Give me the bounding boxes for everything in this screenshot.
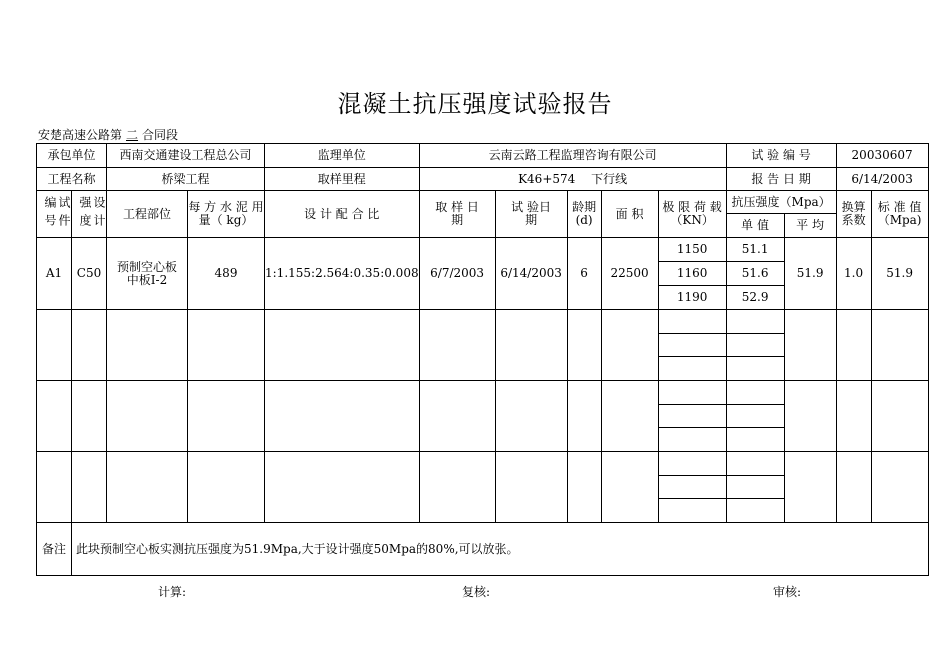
design-strength-text: 设计强度 bbox=[78, 196, 106, 232]
header-age: 龄期 (d) bbox=[567, 191, 601, 238]
mileage-label: 取样里程 bbox=[265, 168, 420, 191]
cell-mix: 1:1.155:2.564:0.35:0.008 bbox=[265, 238, 420, 310]
header-design-strength bbox=[72, 191, 107, 238]
header-part: 工程部位 bbox=[107, 191, 188, 238]
header-std: 标 准 值 （Mpa) bbox=[871, 191, 928, 238]
calc-signature: 计算: bbox=[158, 585, 187, 599]
header-factor: 换算系数 bbox=[836, 191, 871, 238]
table-row bbox=[37, 238, 929, 262]
section-suffix: 合同段 bbox=[142, 128, 179, 142]
header-avg: 平 均 bbox=[784, 214, 836, 238]
cell-load: 1150 bbox=[658, 238, 726, 262]
header-load: 极 限 荷 载（KN） bbox=[658, 191, 726, 238]
cell-cement: 489 bbox=[188, 238, 265, 310]
cell-part: 预制空心板中板Ⅰ-2 bbox=[107, 238, 188, 310]
report-table bbox=[36, 143, 929, 576]
header-specimen-no bbox=[37, 191, 72, 238]
project-value: 桥梁工程 bbox=[107, 168, 265, 191]
cell-load: 1190 bbox=[658, 286, 726, 310]
audit-signature: 审核: bbox=[773, 585, 802, 599]
cell-age: 6 bbox=[567, 238, 601, 310]
supervisor-label: 监理单位 bbox=[265, 144, 420, 168]
header-area: 面 积 bbox=[601, 191, 658, 238]
header-cement: 每 方 水 泥 用 量（ kg） bbox=[188, 191, 265, 238]
supervisor-value: 云南云路工程监理咨询有限公司 bbox=[419, 144, 726, 168]
test-no-value: 20030607 bbox=[836, 144, 928, 168]
header-strength: 抗压强度（Mpa） bbox=[726, 191, 836, 214]
cell-area: 22500 bbox=[601, 238, 658, 310]
remark-label: 备注 bbox=[37, 523, 72, 576]
cell-sample-date: 6/7/2003 bbox=[419, 238, 495, 310]
report-date-label: 报 告 日 期 bbox=[726, 168, 836, 191]
empty-row bbox=[37, 310, 929, 334]
cell-single: 52.9 bbox=[726, 286, 784, 310]
cell-no: A1 bbox=[37, 238, 72, 310]
report-title: 混凝土抗压强度试验报告 bbox=[337, 90, 613, 118]
test-no-label: 试 验 编 号 bbox=[726, 144, 836, 168]
empty-row bbox=[37, 452, 929, 476]
cell-factor: 1.0 bbox=[836, 238, 871, 310]
contract-section bbox=[38, 126, 178, 143]
project-label: 工程名称 bbox=[37, 168, 107, 191]
header-single: 单 值 bbox=[726, 214, 784, 238]
cell-test-date: 6/14/2003 bbox=[495, 238, 567, 310]
header-mix: 设 计 配 合 比 bbox=[265, 191, 420, 238]
cell-single: 51.6 bbox=[726, 262, 784, 286]
section-prefix: 安楚高速公路第 bbox=[38, 128, 123, 142]
empty-row bbox=[37, 381, 929, 405]
contractor-value: 西南交通建设工程总公司 bbox=[107, 144, 265, 168]
contractor-label: 承包单位 bbox=[37, 144, 107, 168]
specimen-no-text: 试件编号 bbox=[43, 196, 71, 232]
header-sample-date: 取 样 日 期 bbox=[419, 191, 495, 238]
cell-grade: C50 bbox=[72, 238, 107, 310]
report-date-value: 6/14/2003 bbox=[836, 168, 928, 191]
cell-avg: 51.9 bbox=[784, 238, 836, 310]
cell-single: 51.1 bbox=[726, 238, 784, 262]
review-signature: 复核: bbox=[462, 585, 491, 599]
header-test-date: 试 验日 期 bbox=[495, 191, 567, 238]
cell-load: 1160 bbox=[658, 262, 726, 286]
remark-text: 此块预制空心板实测抗压强度为51.9Mpa,大于设计强度50Mpa的80%,可以放张。 bbox=[72, 523, 929, 576]
mileage-value: K46+574 下行线 bbox=[419, 168, 726, 191]
cell-std: 51.9 bbox=[871, 238, 928, 310]
section-number: 二 bbox=[126, 128, 139, 142]
